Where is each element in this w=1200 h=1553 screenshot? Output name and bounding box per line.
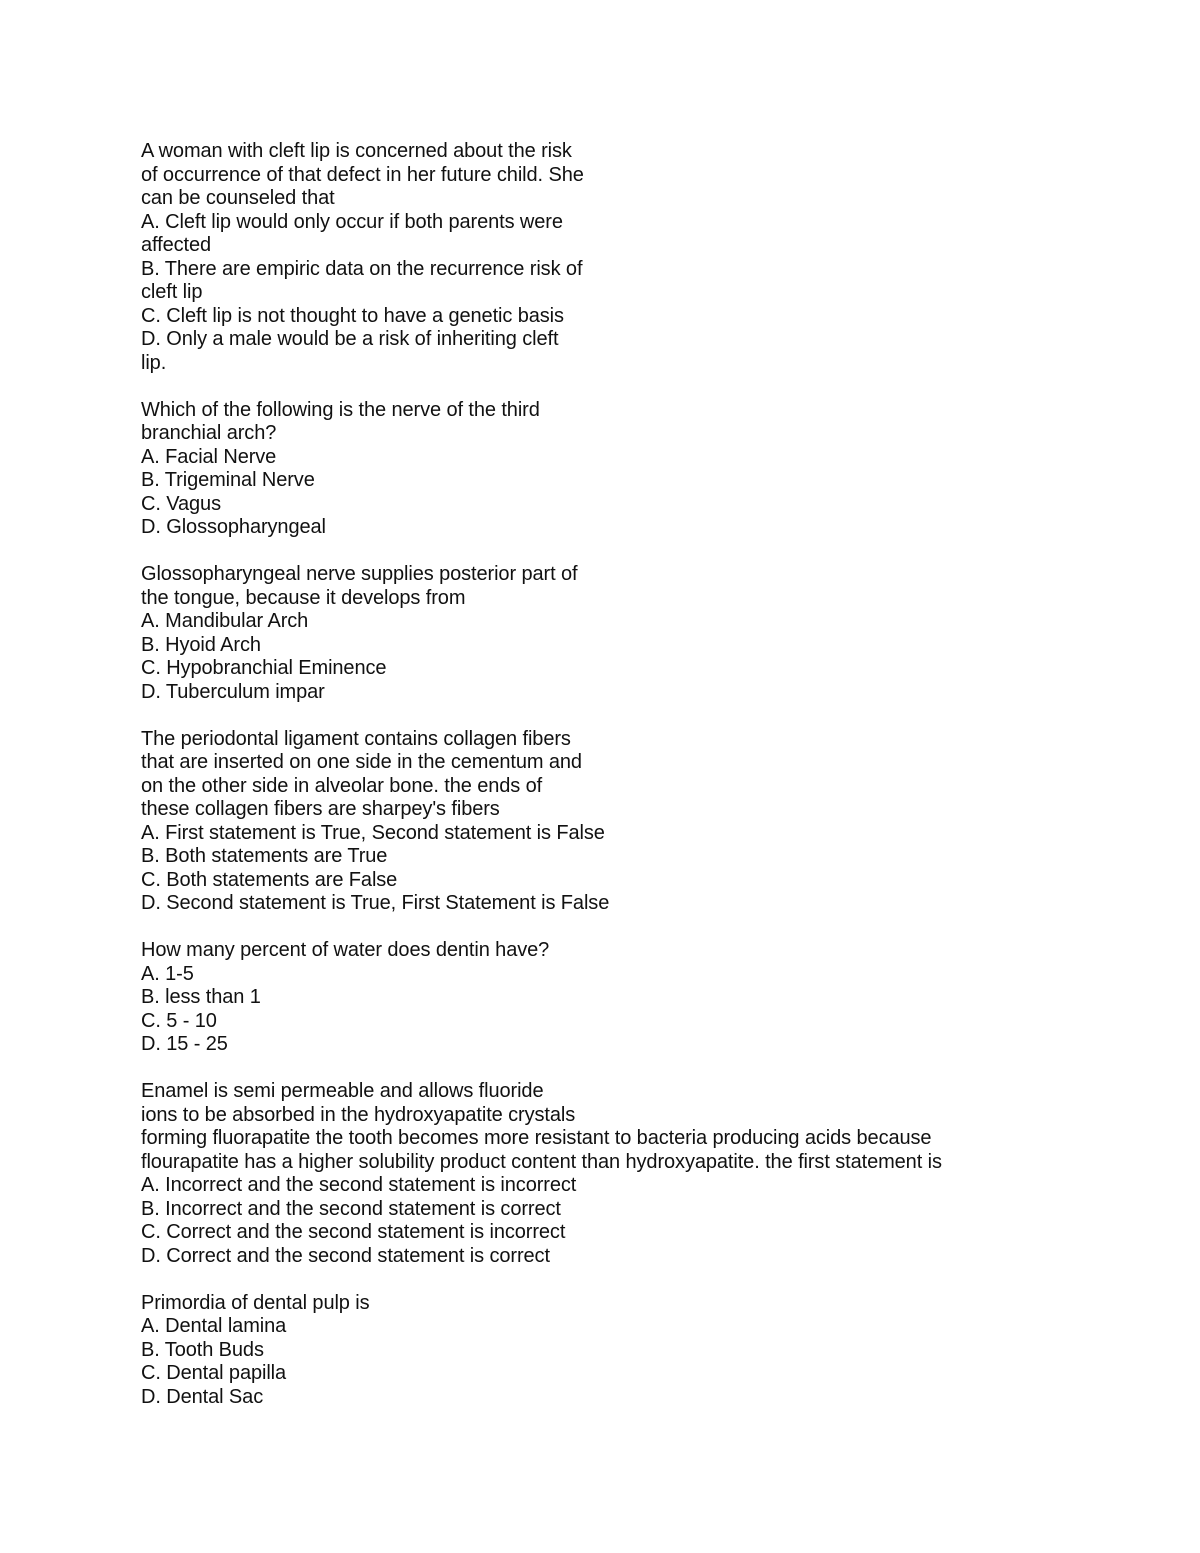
question-text-line: of occurrence of that defect in her future child. She <box>141 163 584 186</box>
answer-option-b: B. Tooth Buds <box>141 1338 264 1361</box>
answer-option-b-continued: cleft lip <box>141 281 203 303</box>
question-text-line: that are inserted on one side in the cementum and <box>141 751 582 773</box>
answer-option-a: A. Incorrect and the second statement is incorrect <box>141 1174 577 1196</box>
question-text-line: Which of the following is the nerve of the third <box>141 398 540 421</box>
answer-option-d: D. Second statement is True, First Statement is False <box>141 892 610 914</box>
answer-option-d: D. Dental Sac <box>141 1385 264 1408</box>
question-text-line: A woman with cleft lip is concerned about the risk <box>141 140 572 162</box>
question-1 <box>141 140 1141 375</box>
question-text-line: Enamel is semi permeable and allows fluoride <box>141 1080 544 1102</box>
answer-option-c: C. Correct and the second statement is incorrect <box>141 1221 566 1243</box>
answer-option-b: B. less than 1 <box>141 986 261 1008</box>
answer-option-a: A. Mandibular Arch <box>141 610 309 632</box>
question-text-line: forming fluorapatite the tooth becomes more resistant to bacteria producing acids because <box>141 1127 932 1149</box>
answer-option-c: C. Hypobranchial Eminence <box>141 657 387 679</box>
question-5 <box>141 939 1141 1057</box>
answer-option-a: A. First statement is True, Second statement is False <box>141 821 605 844</box>
answer-option-a: A. Cleft lip would only occur if both parents were <box>141 210 563 233</box>
question-7 <box>141 1292 1141 1410</box>
answer-option-a: A. Facial Nerve <box>141 445 277 468</box>
question-text-line: How many percent of water does dentin have? <box>141 939 550 961</box>
question-text-line: Primordia of dental pulp is <box>141 1291 370 1314</box>
answer-option-a: A. 1-5 <box>141 962 194 985</box>
question-text-line: flourapatite has a higher solubility product content than hydroxyapatite. the first statement is <box>141 1150 942 1173</box>
answer-option-b: B. Both statements are True <box>141 845 388 867</box>
question-text-line: Glossopharyngeal nerve supplies posterior part of <box>141 563 578 585</box>
answer-option-c: C. Vagus <box>141 492 221 515</box>
question-6 <box>141 1080 1141 1268</box>
question-text-line: The periodontal ligament contains collagen fibers <box>141 727 571 750</box>
question-text-line: the tongue, because it develops from <box>141 586 466 609</box>
answer-option-c: C. Both statements are False <box>141 868 398 891</box>
question-text-line: these collagen fibers are sharpey's fibers <box>141 798 500 820</box>
answer-option-c: C. 5 - 10 <box>141 1009 217 1032</box>
answer-option-d: D. Glossopharyngeal <box>141 516 326 538</box>
question-text-line: branchial arch? <box>141 422 277 444</box>
question-text-line: ions to be absorbed in the hydroxyapatite crystals <box>141 1103 576 1126</box>
question-text-line: can be counseled that <box>141 187 335 209</box>
question-2 <box>141 399 1141 540</box>
answer-option-b: B. Incorrect and the second statement is correct <box>141 1197 561 1220</box>
answer-option-d: D. Correct and the second statement is correct <box>141 1244 550 1267</box>
answer-option-d: D. 15 - 25 <box>141 1033 228 1055</box>
answer-option-b: B. There are empiric data on the recurrence risk of <box>141 257 583 280</box>
question-3 <box>141 563 1141 704</box>
question-4 <box>141 728 1141 916</box>
answer-option-a-continued: affected <box>141 234 212 256</box>
answer-option-a: A. Dental lamina <box>141 1315 287 1337</box>
answer-option-d: D. Only a male would be a risk of inheriting cleft <box>141 328 559 350</box>
answer-option-d-continued: lip. <box>141 351 167 374</box>
document-page <box>141 140 1141 1433</box>
answer-option-d: D. Tuberculum impar <box>141 680 325 703</box>
answer-option-b: B. Trigeminal Nerve <box>141 469 315 491</box>
answer-option-b: B. Hyoid Arch <box>141 633 261 656</box>
question-text-line: on the other side in alveolar bone. the ends of <box>141 774 543 797</box>
answer-option-c: C. Cleft lip is not thought to have a genetic basis <box>141 304 564 327</box>
answer-option-c: C. Dental papilla <box>141 1362 287 1384</box>
